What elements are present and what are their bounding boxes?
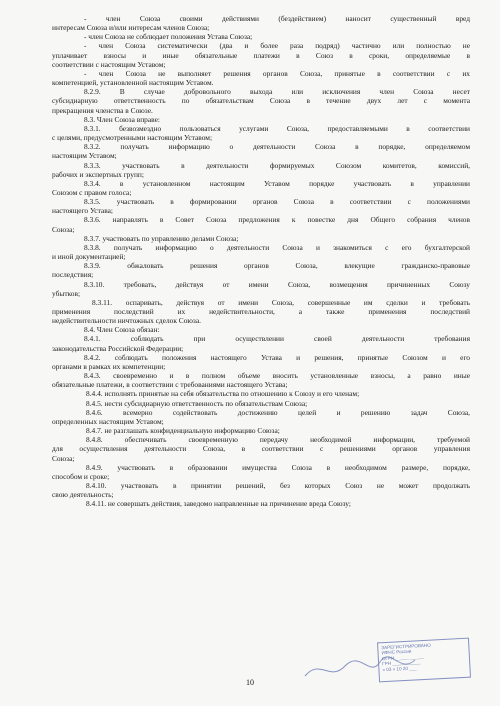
text-line: 8.3.4. в установленном настоящим Уставом порядке участвовать в управлении [84,178,470,188]
text-line: свою деятельность; [52,490,114,500]
text-line: 8.4.9. участвовать в образовании имущества Союза в необходимом размере, порядке, [86,462,470,472]
text-line: 8.4.3. своевременно и в полном объеме вносить установленные взносы, а равно иные [84,371,470,381]
stamp-line: ОГРН ___________ [381,653,424,662]
text-line: 8.4.11. не совершать действия, заведомо направленные на причинение вреда Союзу; [86,499,351,509]
stamp-line: ГРН ___________ [382,659,421,667]
text-line: 8.3.5. участвовать в формировании органов Союза в соответствии с положениями [84,197,470,207]
text-line: для осуществления деятельности Союза, в соответствии с решениями органов управления [52,444,470,454]
text-line: и иной документацией; [52,252,126,262]
text-line: 8.3.7. участвовать по управлению делами Союза; [84,233,239,243]
text-line: прекращения членства в Союзе. [52,105,153,115]
text-line: рабочих и экспертных групп; [52,169,144,179]
text-line: последствия; [52,270,94,280]
text-line: - член Союза не соблюдает положения Устава Союза; [84,32,253,42]
text-line: с целями, предусмотренными настоящим Уставом; [52,133,212,143]
text-line: 8.4.6. всемерно содействовать достижению целей и решению задач Союза, [86,407,470,417]
text-line: Союзом с правом голоса; [52,187,132,197]
text-line: 8.3.6. направлять в Совет Союза предложения к повестке дня Общего собрания членов [84,215,470,225]
text-line: компетенцией, установленной настоящим Уставом. [52,78,214,88]
stamp-line: ЗАРЕГИСТРИРОВАНО [381,642,431,651]
text-line: органами в рамках их компетенции; [52,361,166,371]
text-line: 8.3.3. участвовать в деятельности формируемых Союзом комитетов, комиссий, [84,160,470,170]
text-line: 8.4.7. не разглашать конфиденциальную информацию Союза; [86,426,280,436]
text-line: настоящего Устава; [52,206,113,216]
text-line: законодательства Российской Федерации; [52,343,184,353]
page-number: 10 [246,678,254,687]
text-line: 8.4.2. соблюдать положения настоящего Устава и решения, принятые Союзом и его [84,352,470,362]
text-line: 8.4.1. соблюдать при осуществлении своей деятельности требования [84,334,470,344]
text-line: интересам Союза и/или интересам членов Союза; [52,23,210,33]
text-line: 8.4.4. исполнять принятые на себя обязательства по отношению к Союзу и его членам; [86,389,360,399]
registration-stamp [377,638,471,683]
text-line: определенных настоящим Уставом; [52,416,164,426]
text-line: 8.3.10. требовать, действуя от имени Союза, возмещения причиненных Союзу [84,279,470,289]
text-line: соответствии с настоящим Уставом; [52,59,166,69]
text-line: 8.3.1. безвозмездно пользоваться услугами Союза, предоставляемыми в соответствии [84,123,470,133]
text-line: 8.3.8. получать информацию о деятельности Союза и знакомиться с его бухгалтерской [84,242,470,252]
text-line: недействительности ничтожных сделок Союза. [52,316,201,326]
text-line: 8.4.10. участвовать в принятии решений, без которых Союз не может продолжать [86,480,470,490]
text-line: 8.3.11. оспаривать, действуя от имени Союза, совершенные им сделки и требовать [92,297,470,307]
stamp-line: « 03 » 10 20 ___ [382,665,418,672]
text-line: Союза; [52,453,75,463]
text-line: 8.3.9. обжаловать решения органов Союза, влекущие гражданско-правовые [84,261,470,271]
text-line: способом и сроке; [52,471,110,481]
text-line: применения последствий их недействительности, а также применения последствий [52,307,470,316]
text-line: 8.2.9. В случае добровольного выхода или исключения член Союза несет [84,87,470,97]
text-line: 8.4. Член Союза обязан: [84,325,160,335]
text-line: - член Союза не выполняет решения органов Союза, принятые в соответствии с их [84,68,470,78]
stamp-line: ИФНС России [381,649,412,656]
text-line: обязательные платежи, в соответствии с требованиями настоящего Устава; [52,380,288,390]
text-line: 8.3. Член Союза вправе: [84,114,160,124]
text-line: убытков; [52,288,81,298]
text-line: Союза; [52,224,75,234]
text-line: 8.4.5. нести субсидиарную ответственность по обязательствам Союза; [86,398,308,408]
text-line: 8.4.8. обеспечивать своевременную передачу необходимой информации, требуемой [86,435,470,445]
text-line: уплачивает взносы и иные обязательные платежи в Союз в сроки, определяемые в [52,50,470,60]
text-line: 8.3.2. получать информацию о деятельности Союза в порядке, определяемом [84,142,470,152]
text-line: субсидиарную ответственность по обязательствам Союза в течение двух лет с момента [52,96,470,106]
text-line: - член Союза своими действиями (бездействием) наносит существенный вред [84,14,470,23]
document-body [52,14,470,508]
text-line: - член Союза систематически (два и более раза подряд) частично или полностью не [84,41,470,51]
text-line: настоящим Уставом; [52,151,117,161]
